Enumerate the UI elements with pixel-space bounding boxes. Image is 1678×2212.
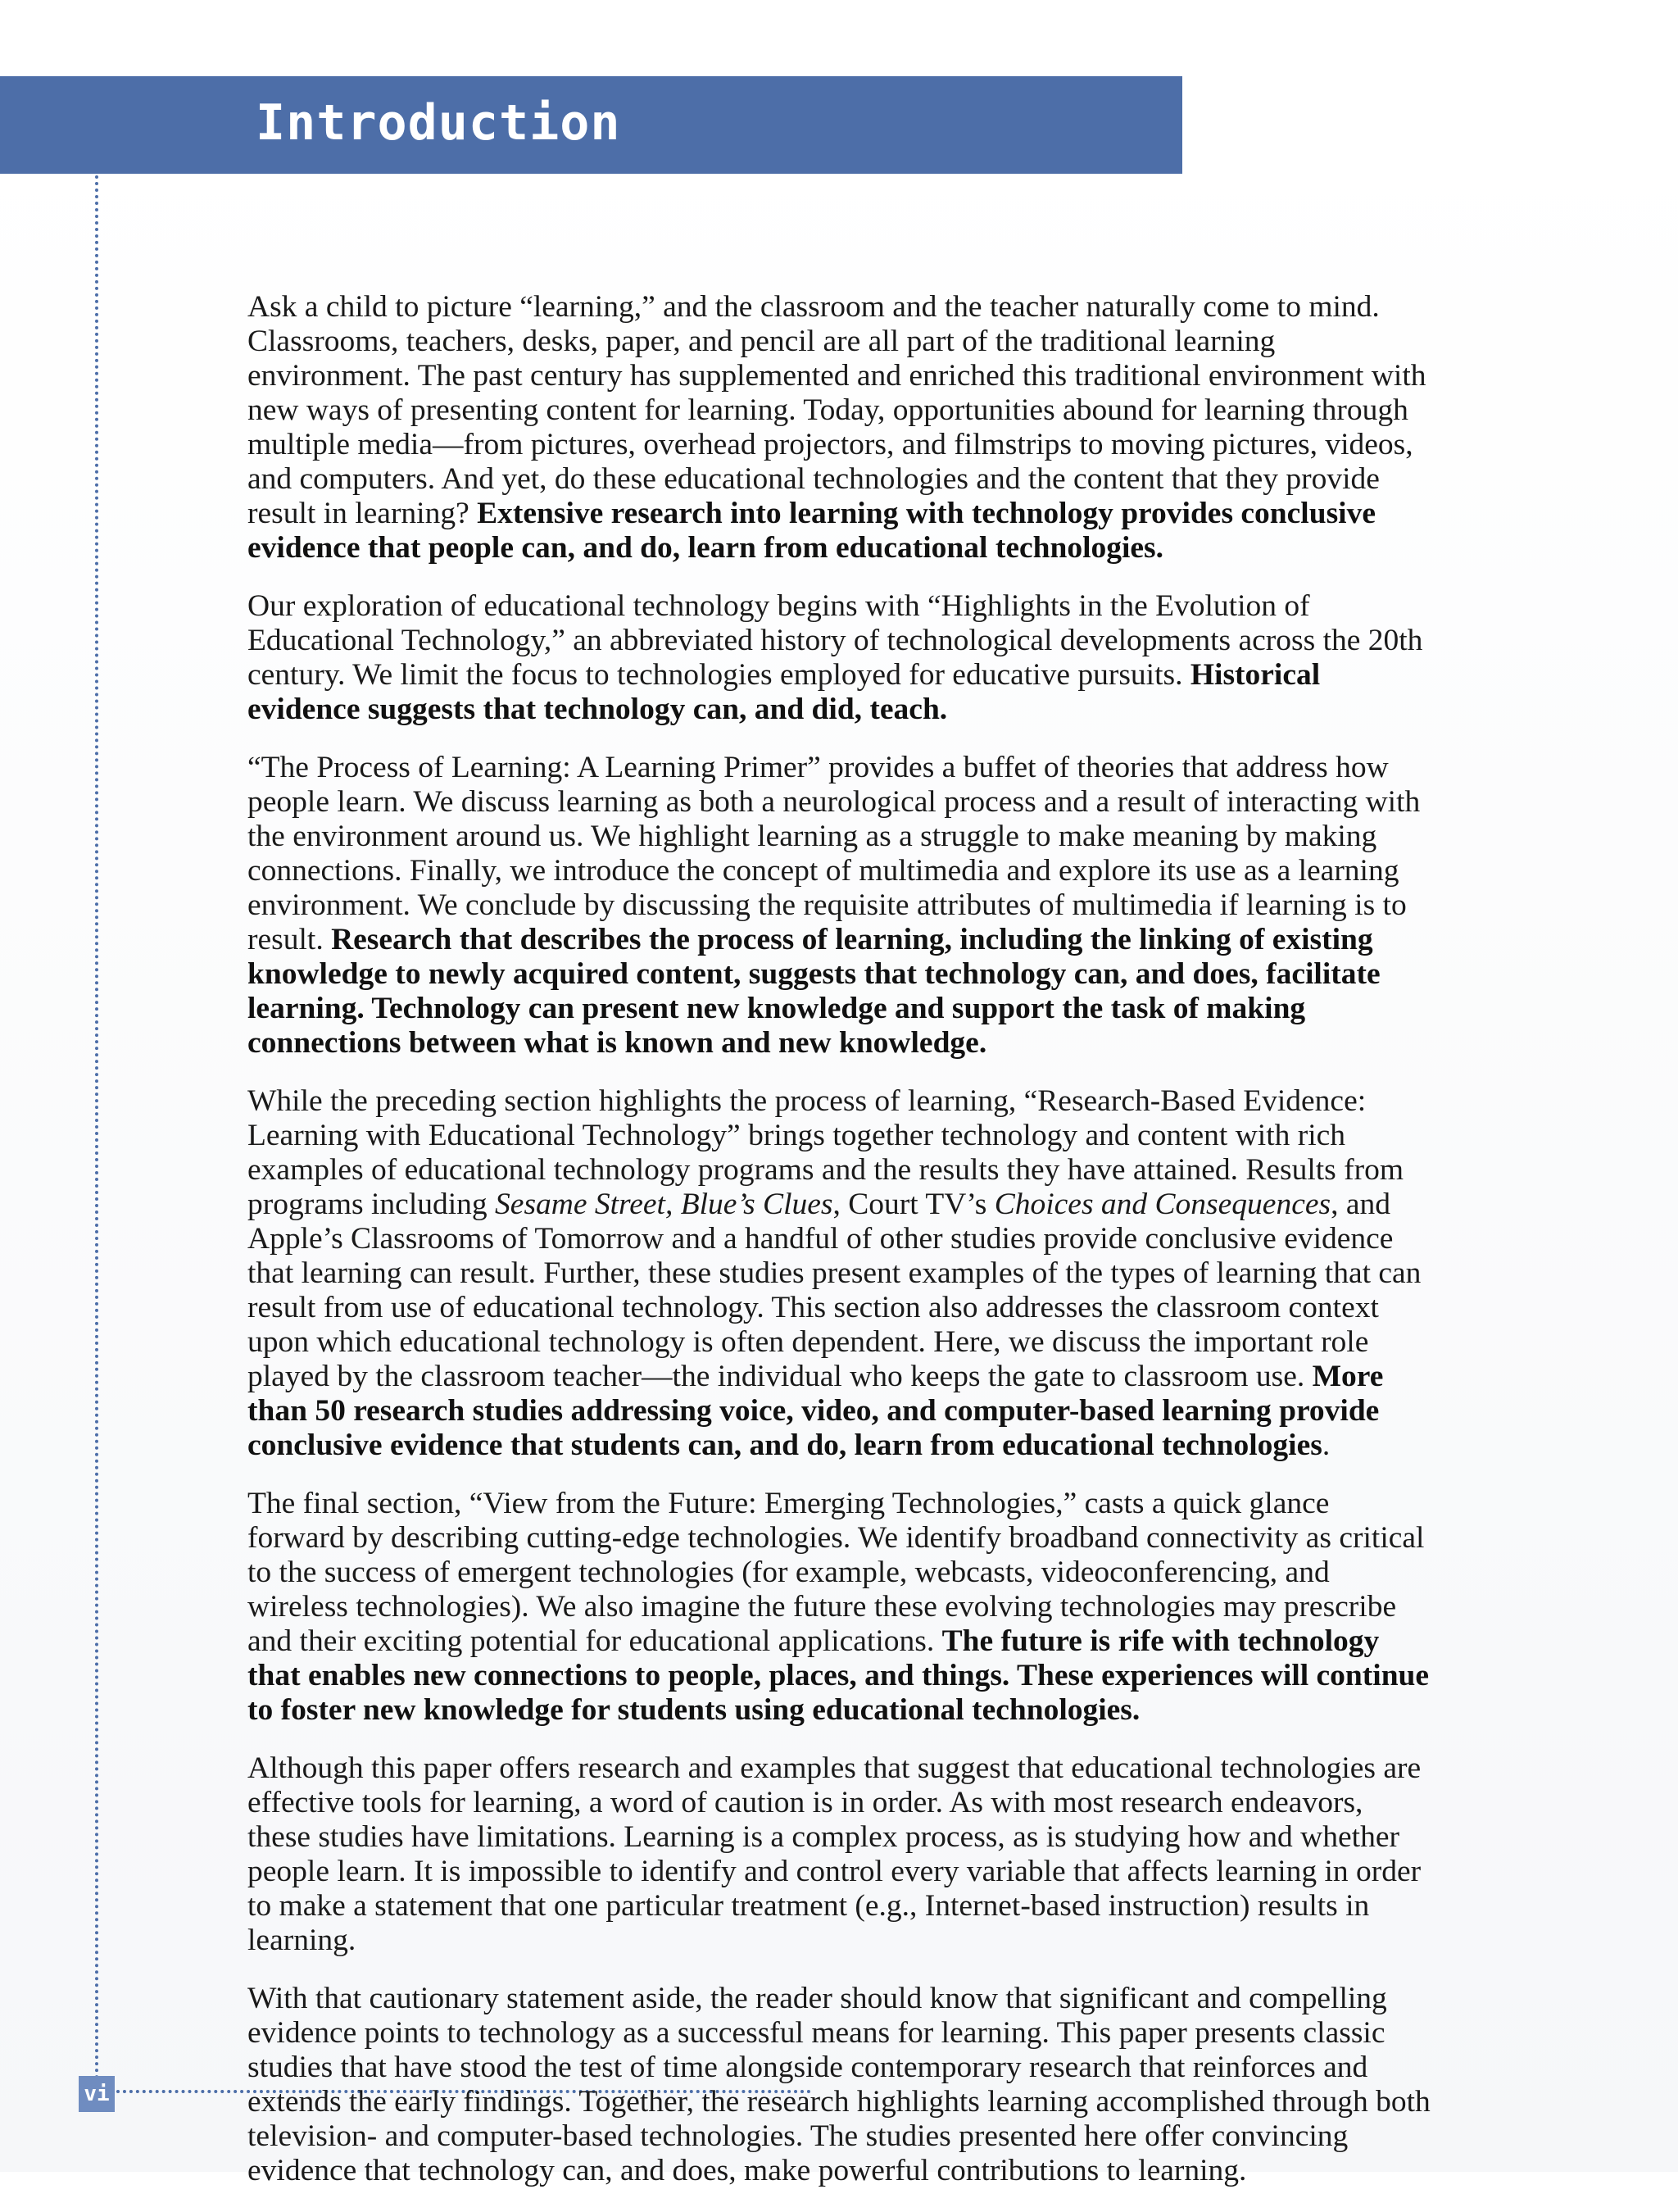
body-run: . [1322, 1428, 1331, 1462]
emphasis-text: Research that describes the process of learning, including the linking of existing knowledge to newly acquired content, suggests that technology can, and does, facilitate learning. Technology can present new knowledge and support the task of making connections between what is known and new knowledge. [247, 923, 1381, 1060]
title-reference: Choices and Consequences [994, 1188, 1331, 1221]
body-run: Our exploration of educational technology begins with “Highlights in the Evolution of Educational Technology,” an abbreviated history of technological developments across the 20th century. We limit the focus to technologies employed for educative pursuits. [247, 589, 1423, 692]
title-reference: Sesame Street, Blue’s Clues [495, 1188, 833, 1221]
paragraph-2 [247, 589, 1431, 727]
body-run: With that cautionary statement aside, the reader should know that significant and compelling evidence points to technology as a successful means for learning. This paper presents classic studies that have stood the test of time alongside contemporary research that reinforces and extends the early findings. Together, the research highlights learning accomplished through both television- and computer-based technologies. The studies presented here offer convincing evidence that technology can, and does, make powerful contributions to learning. [247, 1982, 1431, 2187]
body-run: The final section, “View from the Future: Emerging Technologies,” casts a quick glance forward by describing cutting-edge technologies. We identify broadband connectivity as critical to the success of emergent technologies (for example, webcasts, videoconferencing, and wireless technologies). We also imagine the future these evolving technologies may prescribe and their exciting potential for educational applications. [247, 1487, 1425, 1658]
body-run: Although this paper offers research and examples that suggest that educational technologies are effective tools for learning, a word of caution is in order. As with most research endeavors, these studies have limitations. Learning is a complex process, as is studying how and whether people learn. It is impossible to identify and control every variable that affects learning in order to make a statement that one particular treatment (e.g., Internet-based instruction) results in learning. [247, 1751, 1422, 1957]
body-run: Ask a child to picture “learning,” and the classroom and the teacher naturally come to mind. Classrooms, teachers, desks, paper, and pencil are all part of the traditional learning environment. The past century has supplemented and enriched this traditional environment with new ways of presenting content for learning. Today, opportunities abound for learning through multiple media—from pictures, overhead projectors, and filmstrips to moving pictures, videos, and computers. And yet, do these educational technologies and the content that they provide result in learning? [247, 290, 1426, 530]
body-run: “The Process of Learning: A Learning Primer” provides a buffet of theories that address how people learn. We discuss learning as both a neurological process and a result of interacting with the environment around us. We highlight learning as a struggle to make meaning by making connections. Finally, we introduce the concept of multimedia and explore its use as a learning environment. We conclude by discussing the requisite attributes of multimedia if learning is to result. [247, 751, 1421, 956]
vertical-dotted-rule [95, 175, 98, 2081]
paragraph-6 [247, 1751, 1431, 1958]
paragraph-3 [247, 751, 1431, 1061]
page-number: vi [79, 2076, 115, 2112]
body-run: , and Apple’s Classrooms of Tomorrow and a handful of other studies provide conclusive evidence that learning can result. Further, these studies present examples of the types of learning that can result from use of educational technology. This section also addresses the classroom context upon which educational technology is often dependent. Here, we discuss the important role played by the classroom teacher—the individual who keeps the gate to classroom use. [247, 1188, 1422, 1393]
paragraph-1 [247, 290, 1431, 565]
page-title: Introduction [256, 94, 621, 152]
paragraph-4 [247, 1084, 1431, 1463]
emphasis-text: Extensive research into learning with technology provides conclusive evidence that people can, and do, learn from educational technologies. [247, 497, 1376, 565]
paragraph-7 [247, 1982, 1431, 2188]
body-run: , Court TV’s [832, 1188, 995, 1221]
body-text [247, 290, 1431, 2212]
paragraph-5 [247, 1487, 1431, 1728]
emphasis-text: Historical evidence suggests that technology can, and did, teach. [247, 658, 1321, 726]
body-run: While the preceding section highlights the process of learning, “Research-Based Evidence: Learning with Educational Technology” brings together technology and content with rich examples of educational technology programs and the results they have attained. Results from programs including [247, 1084, 1404, 1221]
emphasis-text: More than 50 research studies addressing voice, video, and computer-based learning provide conclusive evidence that students can, and do, learn from educational technologies [247, 1360, 1384, 1462]
emphasis-text: The future is rife with technology that enables new connections to people, places, and things. These experiences will continue to foster new knowledge for students using educational technologies. [247, 1624, 1430, 1727]
